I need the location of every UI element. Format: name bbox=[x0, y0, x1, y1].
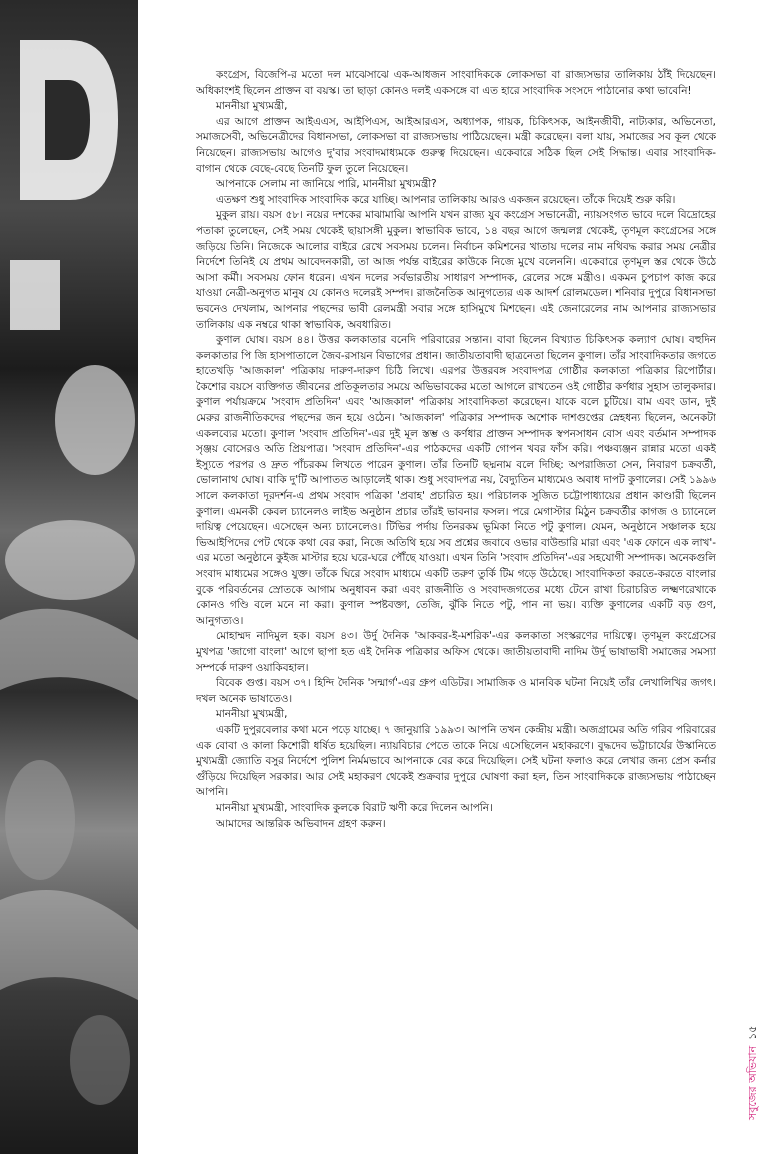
article-body bbox=[196, 68, 716, 1078]
photo-shapes bbox=[0, 0, 138, 1154]
paragraph-vivek-gupta: বিবেক গুপ্ত। বয়স ৩৭। হিন্দি দৈনিক 'সন্মার্গ'-এর গ্রুপ এডিটর। সামাজিক ও মানবিক ঘটনা নিয়েই তাঁর লেখালিখির জগৎ। দখল অনেক ভাষাতেও। bbox=[196, 677, 716, 705]
paragraph-kunal-ghosh: কুণাল ঘোষ। বয়স ৪৪। উত্তর কলকাতার বনেদি পরিবারের সন্তান। বাবা ছিলেন বিখ্যাত চিকিৎসক কল্যাণ ঘোষ। বহুদিন কলকাতার পি জি হাসপাতালে জৈব-রসায়ন বিভাগের প্রধান। জাতীয়তাবাদী ছাত্রনেতা ছিলেন কুণাল। তাঁর সাংবাদিকতার জগতে হাতেখড়ি 'আজকাল' পত্রিকায় দারুণ-দারুণ চিঠি লিখে। এরপর উত্তরবঙ্গ সংবাদপত্র গোষ্ঠীর কলকাতা পত্রিকার রিপোর্টার। কৈশোর বয়সে ব্যক্তিগত জীবনের প্রতিকূলতার সময়ে অভিভাবকের মতো আগলে রাখতেন ওই গোষ্ঠীর কর্ণধার সুহাস তালুকদার। কুণাল পর্যায়ক্রমে 'সংবাদ প্রতিদিন' এবং 'আজকাল' পত্রিকায় সাংবাদিকতা করেছেন। যাকে বলে চুটিয়ে। বাম এবং ডান, দুই মেরুর রাজনীতিকদের পছন্দের জন হয়ে ওঠেন। 'আজকাল' পত্রিকার সম্পাদক অশোক দাশগুপ্তের স্নেহধন্য ছিলেন, অনেকটা একলব্যের মতো। কুণাল 'সংবাদ প্রতিদিন'-এর দুই মূল স্তম্ভ ও কর্ণধার প্রাক্তন সম্পাদক স্বপনসাধন বোস এবং বর্তমান সম্পাদক সৃঞ্জয় বোসেরও অতি প্রিয়পাত্র। 'সংবাদ প্রতিদিন'-এর পাঠকদের একটি গোপন খবর ফাঁস করি। পঞ্চব্যঞ্জন রান্নার মতো একই ইস্যুতে পরপর ও দ্রুত পাঁচরকম লিখতে পারেন কুণাল। তাঁর তিনটি ছদ্মনাম বলে দিচ্ছি: অপরাজিতা সেন, নিবারণ চক্রবর্তী, ভোলানাথ ঘোষ। বাকি দু'টি আপাতত আড়ালেই থাক। শুধু সংবাদপত্র নয়, বৈদ্যুতিন মাধ্যমেও অবাধ দাপট কুণালের। সেই ১৯৯৬ সালে কলকাতা দূরদর্শন-এ প্রথম সংবাদ পত্রিকা 'প্রবাহ' প্রচারিত হয়। পরিচালক সুজিত চট্টোপাধ্যায়ের প্রধান কাণ্ডারী ছিলেন কুণাল। এমনকী কেবল চ্যানেলও লাইভ অনুষ্ঠান প্রচার তাঁরই ভাবনার ফসল। পরে মেগাস্টার মিঠুন চক্রবর্তীর কাগজ ও চ্যানেলে দায়িত্ব পেয়েছেন। এসেছেন অন্য চ্যানেলেও। টিভির পর্দায় তিনরকম ভূমিকা নিতে পটু কুণাল। যেমন, অনুষ্ঠানে সঞ্চালক হয়ে ভিআইপিদের পেট থেকে কথা বের করা, নিজে অতিথি হয়ে সব প্রশ্নের জবাবে ওভার বাউন্ডারি মারা এবং 'এক ফোনে এক লাখ'-এর মতো অনুষ্ঠানে কুইজ মাস্টার হয়ে ঘরে-ঘরে পৌঁছে যাওয়া। এখন তিনি 'সংবাদ প্রতিদিন'-এর সহযোগী সম্পাদক। অনেকগুলি সংবাদ মাধ্যমের সঙ্গেও যুক্ত। তাঁকে ঘিরে সংবাদ মাধ্যমে একটি তরুণ তুর্কি টিম গড়ে উঠেছে। সাংবাদিকতা করতে-করতে বাংলার বুকে পরিবর্তনের স্রোতকে আগাম অনুধাবন করা এবং রাজনীতি ও সংবাদজগতের মধ্যে টেনে রাখা চিরাচরিত লক্ষ্মণরেখাকে কোনও গণ্ডি বলে মনে না করা। কুণাল স্পষ্টবক্তা, তেজি, ঝুঁকি নিতে পটু, পান না ভয়। ব্যক্তি কুণালের একটি বড় গুণ, আনুগত্যও। bbox=[196, 334, 716, 627]
footer-rotated bbox=[744, 1010, 764, 1120]
side-photo bbox=[0, 0, 138, 1154]
paragraph-gratitude: মাননীয়া মুখ্যমন্ত্রী, সাংবাদিক কুলকে বিরাট ঋণী করে দিলেন আপনি। bbox=[216, 801, 493, 814]
paragraph-salute: আপনাকে সেলাম না জানিয়ে পারি, মাননীয়া মুখ্যমন্ত্রী? bbox=[216, 178, 437, 191]
paragraph-writers-building: একটি দুপুরবেলার কথা মনে পড়ে যাচ্ছে। ৭ জানুয়ারি ১৯৯৩। আপনি তখন কেন্দ্রীয় মন্ত্রী। অজগ্রামের অতি গরিব পরিবারের এক বোবা ও কালা কিশোরী ধর্ষিত হয়েছিল। ন্যায়বিচার পেতে তাকে নিয়ে এসেছিলেন মহাকরণে। বুদ্ধদেব ভট্টাচার্যের উস্কানিতে মুখ্যমন্ত্রী জ্যোতি বসুর নির্দেশে পুলিশ নির্মমভাবে আপনাকে বের করে দিয়েছিল। সেই ঘটনা ফলাও করে লেখার জন্য প্রেস কর্নার গুঁড়িয়ে দিয়েছিল সরকার। আর সেই মহাকরণ থেকেই শুক্রবার দুপুরে ঘোষণা করা হল, তিন সাংবাদিককে রাজ্যসভায় পাঠাচ্ছেন আপনি। bbox=[196, 723, 716, 799]
page-number: ১৫ bbox=[746, 1025, 759, 1040]
paragraph-closing: আমাদের আন্তরিক অভিবাদন গ্রহণ করুন। bbox=[216, 817, 386, 830]
paragraph-intro: কংগ্রেস, বিজেপি-র মতো দল মাঝেসাঝে এক-আধজন সাংবাদিককে লোকসভা বা রাজ্যসভার তালিকায় ঠাঁই দিয়েছেন। অধিকাংশই ছিলেন প্রাক্তন বা বয়স্ক। তা ছাড়া কোনও দলই একসঙ্গে বা এত হারে সাংবাদিক সংসদে পাঠানোর কথা ভাবেনি! bbox=[196, 69, 716, 97]
paragraph-mukul-roy: মুকুল রায়। বয়স ৫৮। নয়ের দশকের মাঝামাঝি আপনি যখন রাজ্য যুব কংগ্রেস সভানেত্রী, ন্যায়সংগত ভাবে দলে বিদ্রোহের পতাকা তুলেছেন, সেই সময় থেকেই ছায়াসঙ্গী মুকুল। স্বাভাবিক ভাবে, ১৪ বছর আগে জন্মলগ্ন থেকেই, তৃণমূল কংগ্রেসের সঙ্গে জড়িয়ে তিনি। নিজেকে আলোর বাইরে রেখে সবসময় চলেন। নির্বাচন কমিশনের খাতায় দলের নাম নথিবদ্ধ করার সময় নেত্রীর নির্দেশে তিনিই যে প্রথম আবেদনকারী, তা আজ পর্যন্ত বাইরের কাউকে নিজে মুখে বলেননি। একেবারে তৃণমূল স্তর থেকে উঠে আসা কর্মী। সবসময় ফোন ধরেন। এখন দলের সর্বভারতীয় সাধারণ সম্পাদক, রেলের সঙ্গে মন্ত্রীও। একমন চুপচাপ কাজ করে যাওয়া নেত্রী-অনুগত মানুষ যে কোনও দলেরই সম্পদ। রাজনৈতিক আনুগত্যের এক আদর্শ রোলমডেল। শনিবার দুপুরে বিধানসভা ভবনেও দেখলাম, আপনার পছন্দের ভাবী রেলমন্ত্রী সবার সঙ্গে হাসিমুখে মিশছেন। এই জেনারেলের নাম আপনার রাজ্যসভার তালিকায় এক নম্বরে থাকা স্বাভাবিক, অবধারিত। bbox=[196, 209, 716, 331]
paragraph-previous-nominations: এর আগে প্রাক্তন আইএএস, আইপিএস, আইআরএস, অধ্যাপক, গায়ক, চিকিৎসক, আইনজীবী, নাট্যকার, অভিনেতা, সমাজসেবী, অভিনেত্রীদের বিধানসভা, লোকসভা বা রাজ্যসভায় পাঠিয়েছেন। মন্ত্রী করেছেন। বলা যায়, সমাজের সব কূল থেকে নিয়েছেন। রাজ্যসভায় আগেও দু'বার সংবাদমাধ্যমকে গুরুত্ব দিয়েছেন। একেবারে সঠিক ছিল সেই সিদ্ধান্ত। এবার সাংবাদিক-বাগান থেকে বেছে-বেছে তিনটি ফুল তুলে নিয়েছেন। bbox=[196, 115, 716, 175]
magazine-name: সবুজের অভিযান bbox=[746, 1045, 759, 1120]
paragraph-salutation-2: মাননীয়া মুখ্যমন্ত্রী, bbox=[216, 708, 288, 721]
paragraph-salutation-1: মাননীয়া মুখ্যমন্ত্রী, bbox=[216, 100, 288, 113]
page-footer bbox=[738, 1010, 768, 1120]
paragraph-nadimul-haque: মোহাম্মদ নাদিমুল হক। বয়স ৪৩। উর্দু দৈনিক 'আকবর-ই-মশরিক'-এর কলকাতা সংস্করণের দায়িত্বে। তৃণমূল কংগ্রেসের মুখপত্র 'জাগো বাংলা' আগে ছাপা হত এই দৈনিক পত্রিকার অফিস থেকে। জাতীয়তাবাদী নাদিম উর্দু ভাষাভাষী সমাজের সমস্যা সম্পর্কে দারুণ ওয়াকিবহাল। bbox=[196, 630, 716, 674]
paragraph-list-intro: এতক্ষণ শুধু সাংবাদিক সাংবাদিক করে যাচ্ছি। আপনার তালিকায় আরও একজন রয়েছেন। তাঁকে দিয়েই শুরু করি। bbox=[216, 193, 676, 206]
